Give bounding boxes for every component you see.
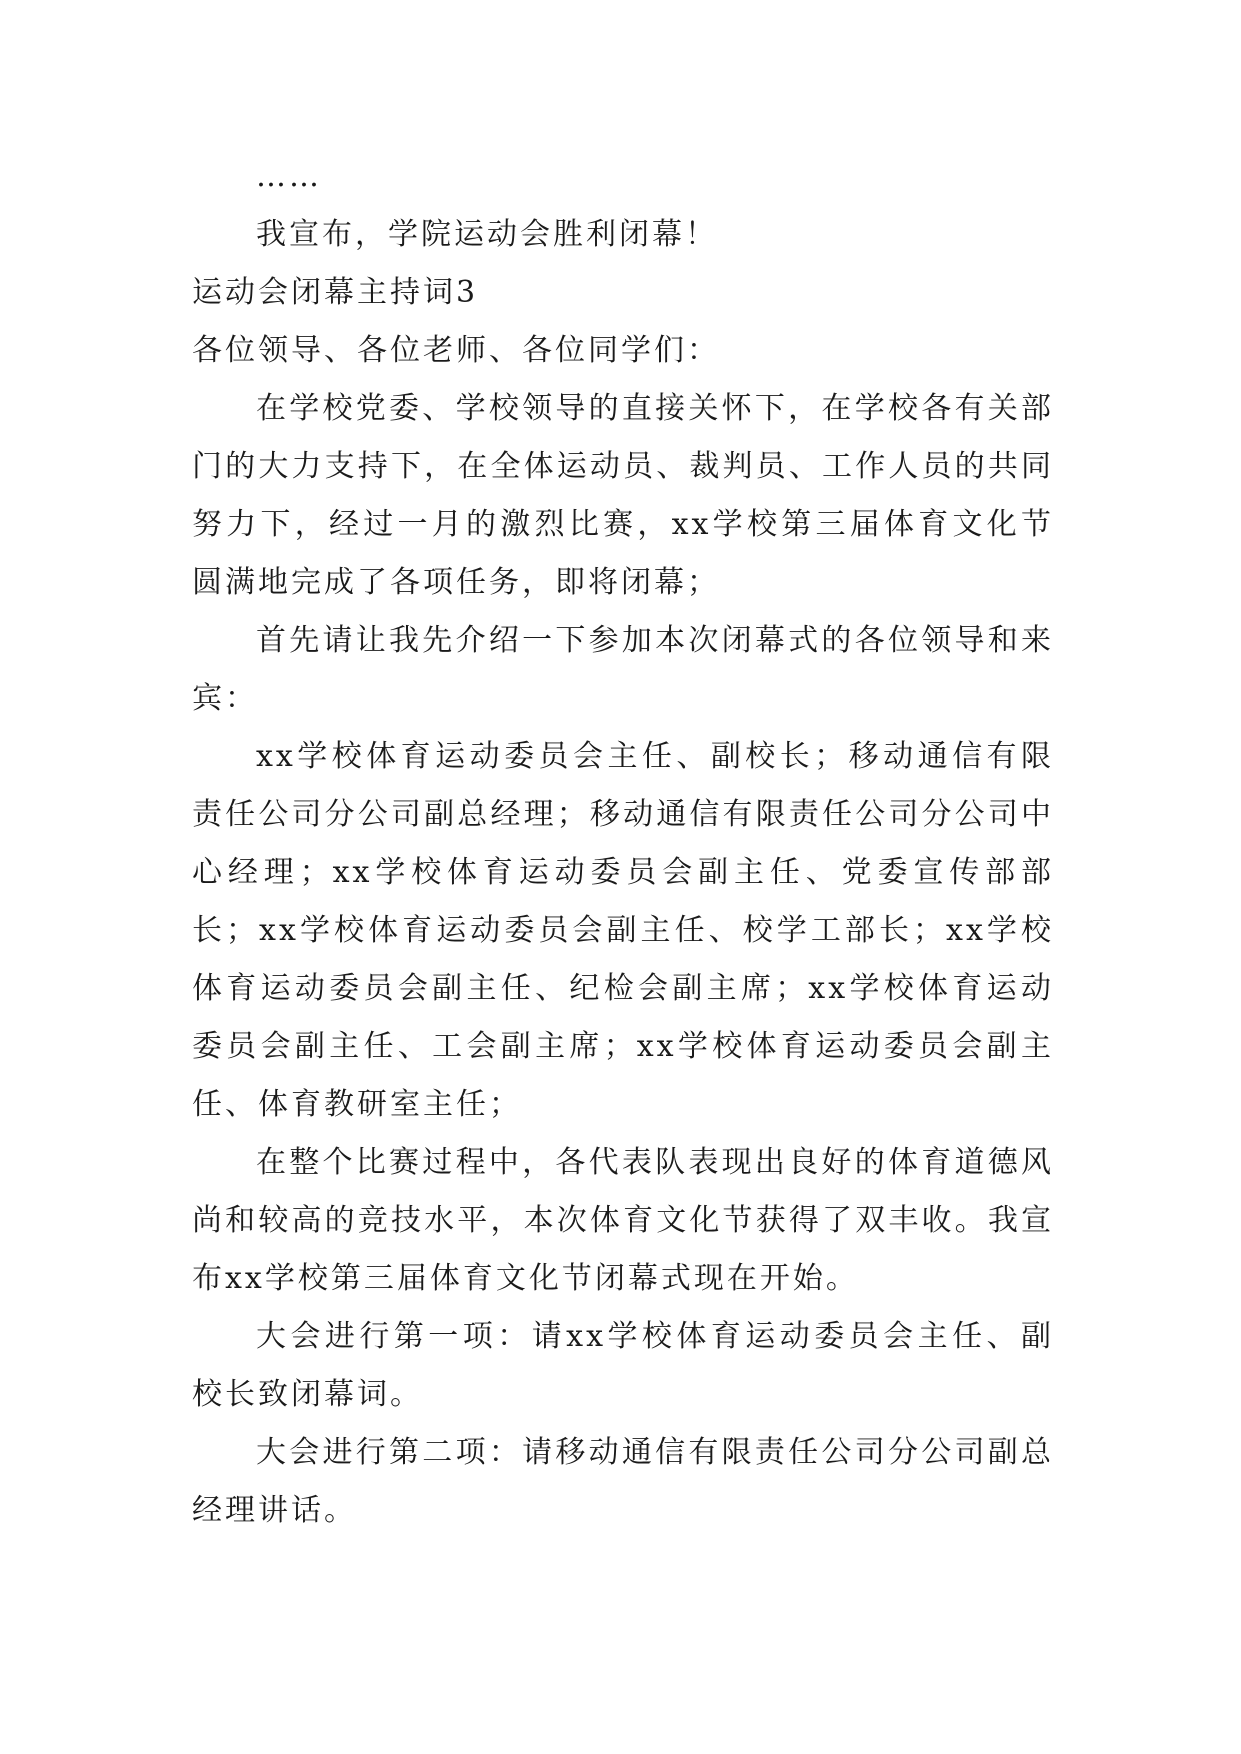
paragraph-intro: 在学校党委、学校领导的直接关怀下，在学校各有关部门的大力支持下，在全体运动员、裁判员、工作人员的共同努力下，经过一月的激烈比赛，xx学校第三届体育文化节圆满地完成了各项任务，即将闭幕； — [192, 391, 1054, 600]
paragraph-guests-intro: 首先请让我先介绍一下参加本次闭幕式的各位领导和来宾： — [192, 623, 1054, 716]
section-title: 运动会闭幕主持词3 — [192, 275, 479, 310]
document-body — [192, 148, 1054, 1540]
closing-declaration: 我宣布，学院运动会胜利闭幕！ — [256, 217, 718, 252]
paragraph-guest-list: xx学校体育运动委员会主任、副校长；移动通信有限责任公司分公司副总经理；移动通信有限责任公司分公司中心经理；xx学校体育运动委员会副主任、党委宣传部部长；xx学校体育运动委员会副主任、校学工部长；xx学校体育运动委员会副主任、纪检会副主席；xx学校体育运动委员会副主任、工会副主席；xx学校体育运动委员会副主任、体育教研室主任； — [192, 739, 1054, 1122]
paragraph-opening: 在整个比赛过程中，各代表队表现出良好的体育道德风尚和较高的竞技水平，本次体育文化节获得了双丰收。我宣布xx学校第三届体育文化节闭幕式现在开始。 — [192, 1145, 1054, 1296]
paragraph-item-one: 大会进行第一项：请xx学校体育运动委员会主任、副校长致闭幕词。 — [192, 1319, 1054, 1412]
salutation: 各位领导、各位老师、各位同学们： — [192, 333, 720, 368]
ellipsis-line: …… — [256, 159, 322, 194]
paragraph-item-two: 大会进行第二项：请移动通信有限责任公司分公司副总经理讲话。 — [192, 1435, 1054, 1528]
